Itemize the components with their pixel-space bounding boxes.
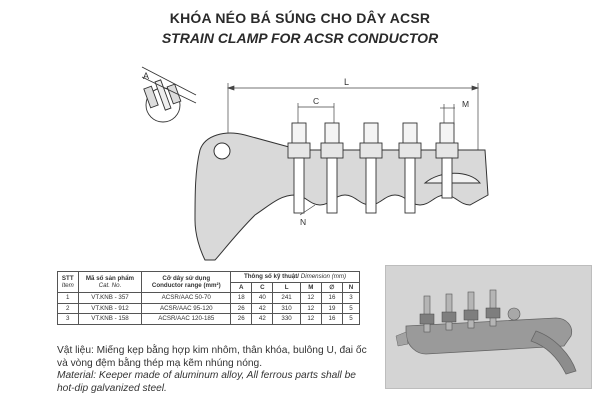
- material-vi-line1: Vật liệu: Miếng kẹp bằng hợp kim nhôm, thân khóa, bulông U, đai ốc: [57, 345, 367, 356]
- header-col-a: A: [231, 282, 252, 293]
- header-cat-no: Mã số sản phẩm Cat. No.: [78, 272, 142, 293]
- header-col-m: M: [300, 282, 321, 293]
- table-row: 1 VT.KNB - 357 ACSR/AAC 50-70 18 40 241 12 16 3: [58, 293, 360, 304]
- title-vietnamese: KHÓA NÉO BÁ SÚNG CHO DÂY ACSR: [169, 10, 431, 26]
- material-en-line2: hot-dip galvanized steel.: [57, 382, 167, 394]
- header-conductor-range: Cỡ dây sử dụng Conductor range (mm²): [142, 272, 231, 293]
- side-view-detail: [142, 67, 196, 122]
- header-col-n: N: [343, 282, 360, 293]
- label-l: L: [344, 77, 350, 87]
- table-row: 2 VT.KNB - 912 ACSR/AAC 95-120 26 42 310 12 19 5: [58, 303, 360, 314]
- product-photo: [385, 265, 592, 389]
- header-col-diameter: ∅: [321, 282, 342, 293]
- material-vi-line2: và vòng đệm bằng thép mạ kẽm nhúng nóng.: [57, 357, 263, 369]
- label-m: M: [462, 99, 470, 109]
- label-c: C: [313, 96, 320, 106]
- material-note: [57, 345, 397, 395]
- table-row: 3 VT.KNB - 158 ACSR/AAC 120-185 26 42 330 12 16 5: [58, 314, 360, 325]
- label-n: N: [300, 217, 307, 227]
- product-photo-graphic: [386, 266, 591, 388]
- header-col-c: C: [252, 282, 273, 293]
- material-en-line1: Material: Keeper made of aluminum alloy, All ferrous parts shall be: [57, 370, 356, 381]
- header-dimension: Thông số kỹ thuật/ Dimension (mm): [231, 272, 360, 283]
- label-a: A: [143, 71, 150, 81]
- title-english: STRAIN CLAMP FOR ACSR CONDUCTOR: [161, 30, 439, 46]
- technical-drawing: [0, 55, 600, 270]
- header-col-l: L: [273, 282, 300, 293]
- specification-table: [57, 271, 360, 325]
- header-stt: STT Item: [58, 272, 79, 293]
